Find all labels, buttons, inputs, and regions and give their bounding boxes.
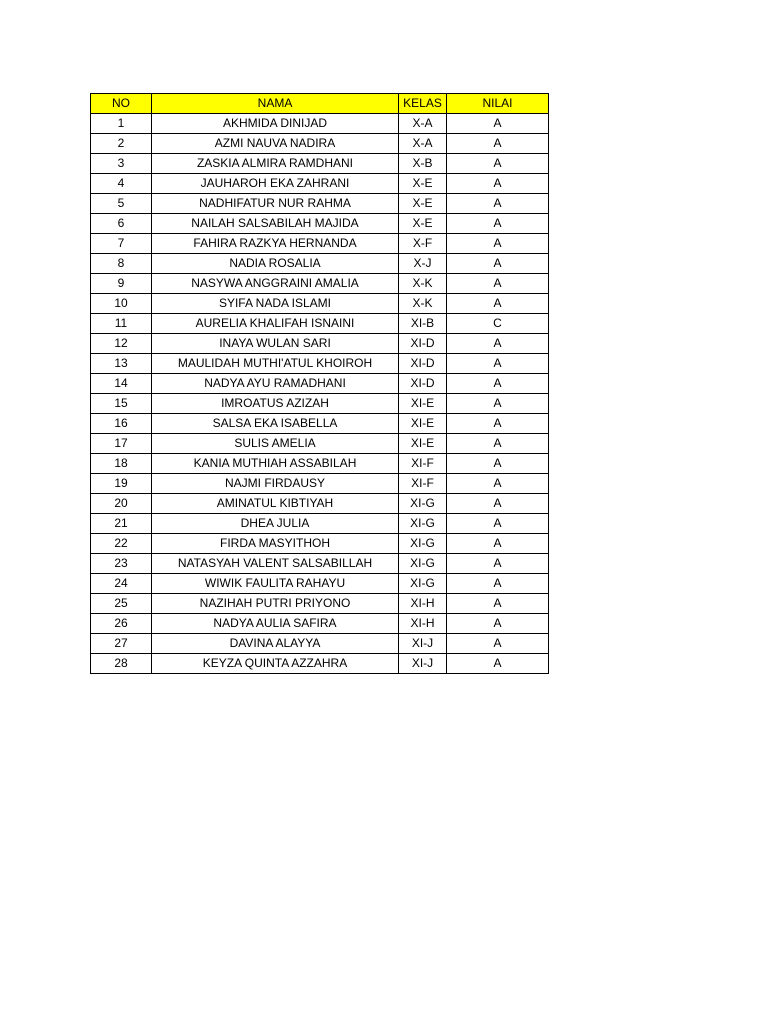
table-row	[91, 374, 549, 394]
cell-no: 6	[91, 214, 152, 234]
cell-nilai: A	[447, 134, 549, 154]
table-row	[91, 334, 549, 354]
table-row	[91, 354, 549, 374]
cell-nama: DHEA JULIA	[152, 514, 399, 534]
cell-nama: NAZIHAH PUTRI PRIYONO	[152, 594, 399, 614]
cell-nilai: A	[447, 634, 549, 654]
cell-no: 20	[91, 494, 152, 514]
header-no: NO	[91, 94, 152, 114]
cell-no: 16	[91, 414, 152, 434]
table-row	[91, 254, 549, 274]
table-row	[91, 114, 549, 134]
cell-nilai: A	[447, 494, 549, 514]
cell-nilai: A	[447, 154, 549, 174]
cell-kelas: XI-F	[399, 474, 447, 494]
cell-nama: AMINATUL KIBTIYAH	[152, 494, 399, 514]
cell-nilai: A	[447, 334, 549, 354]
header-nama: NAMA	[152, 94, 399, 114]
table-row	[91, 234, 549, 254]
table-row	[91, 194, 549, 214]
table-row	[91, 314, 549, 334]
cell-kelas: X-J	[399, 254, 447, 274]
cell-kelas: XI-D	[399, 334, 447, 354]
cell-no: 25	[91, 594, 152, 614]
table-row	[91, 554, 549, 574]
cell-nama: AURELIA KHALIFAH ISNAINI	[152, 314, 399, 334]
cell-no: 17	[91, 434, 152, 454]
header-row	[91, 94, 549, 114]
cell-no: 21	[91, 514, 152, 534]
cell-no: 9	[91, 274, 152, 294]
table-row	[91, 134, 549, 154]
cell-nama: SALSA EKA ISABELLA	[152, 414, 399, 434]
cell-nama: SULIS AMELIA	[152, 434, 399, 454]
cell-nama: NATASYAH VALENT SALSABILLAH	[152, 554, 399, 574]
cell-kelas: XI-F	[399, 454, 447, 474]
cell-nilai: A	[447, 654, 549, 674]
cell-nilai: A	[447, 554, 549, 574]
table-row	[91, 154, 549, 174]
cell-nilai: A	[447, 474, 549, 494]
cell-nilai: A	[447, 374, 549, 394]
cell-nilai: A	[447, 194, 549, 214]
cell-nilai: A	[447, 294, 549, 314]
cell-nama: FAHIRA RAZKYA HERNANDA	[152, 234, 399, 254]
table-row	[91, 394, 549, 414]
cell-nama: IMROATUS AZIZAH	[152, 394, 399, 414]
cell-kelas: X-A	[399, 134, 447, 154]
cell-no: 5	[91, 194, 152, 214]
cell-no: 8	[91, 254, 152, 274]
cell-nilai: A	[447, 114, 549, 134]
cell-nilai: A	[447, 254, 549, 274]
cell-nama: JAUHAROH EKA ZAHRANI	[152, 174, 399, 194]
cell-no: 1	[91, 114, 152, 134]
score-table	[90, 93, 549, 674]
cell-nama: KEYZA QUINTA AZZAHRA	[152, 654, 399, 674]
table-row	[91, 454, 549, 474]
cell-nilai: A	[447, 594, 549, 614]
cell-kelas: X-E	[399, 214, 447, 234]
table-header	[91, 94, 549, 114]
cell-no: 24	[91, 574, 152, 594]
cell-kelas: XI-J	[399, 634, 447, 654]
cell-kelas: X-E	[399, 194, 447, 214]
cell-nilai: A	[447, 394, 549, 414]
table-row	[91, 574, 549, 594]
cell-nama: NADIA ROSALIA	[152, 254, 399, 274]
table-row	[91, 654, 549, 674]
cell-nama: NADYA AULIA SAFIRA	[152, 614, 399, 634]
cell-nama: AZMI NAUVA NADIRA	[152, 134, 399, 154]
cell-no: 2	[91, 134, 152, 154]
cell-nilai: A	[447, 274, 549, 294]
table-row	[91, 434, 549, 454]
cell-nama: NADYA AYU RAMADHANI	[152, 374, 399, 394]
cell-kelas: XI-E	[399, 394, 447, 414]
cell-nilai: A	[447, 614, 549, 634]
cell-nilai: A	[447, 514, 549, 534]
cell-no: 13	[91, 354, 152, 374]
table-row	[91, 634, 549, 654]
table-body	[91, 114, 549, 674]
cell-no: 3	[91, 154, 152, 174]
cell-nama: NAILAH SALSABILAH MAJIDA	[152, 214, 399, 234]
header-kelas: KELAS	[399, 94, 447, 114]
table-row	[91, 294, 549, 314]
cell-nama: NASYWA ANGGRAINI AMALIA	[152, 274, 399, 294]
cell-kelas: X-B	[399, 154, 447, 174]
cell-nama: NAJMI FIRDAUSY	[152, 474, 399, 494]
cell-kelas: XI-G	[399, 534, 447, 554]
cell-kelas: XI-G	[399, 514, 447, 534]
cell-nama: SYIFA NADA ISLAMI	[152, 294, 399, 314]
cell-no: 27	[91, 634, 152, 654]
cell-no: 15	[91, 394, 152, 414]
table-row	[91, 514, 549, 534]
cell-no: 18	[91, 454, 152, 474]
table-row	[91, 214, 549, 234]
cell-no: 10	[91, 294, 152, 314]
cell-kelas: X-K	[399, 294, 447, 314]
cell-no: 4	[91, 174, 152, 194]
cell-nama: AKHMIDA DINIJAD	[152, 114, 399, 134]
cell-nilai: A	[447, 414, 549, 434]
cell-nama: INAYA WULAN SARI	[152, 334, 399, 354]
cell-nilai: A	[447, 214, 549, 234]
cell-nilai: A	[447, 454, 549, 474]
table-row	[91, 414, 549, 434]
cell-no: 22	[91, 534, 152, 554]
cell-nilai: C	[447, 314, 549, 334]
cell-kelas: XI-J	[399, 654, 447, 674]
cell-kelas: XI-G	[399, 494, 447, 514]
cell-kelas: XI-E	[399, 414, 447, 434]
cell-kelas: XI-D	[399, 374, 447, 394]
cell-kelas: XI-H	[399, 594, 447, 614]
cell-nama: WIWIK FAULITA RAHAYU	[152, 574, 399, 594]
table-row	[91, 274, 549, 294]
cell-no: 19	[91, 474, 152, 494]
cell-nama: MAULIDAH MUTHI'ATUL KHOIROH	[152, 354, 399, 374]
cell-kelas: XI-G	[399, 574, 447, 594]
cell-no: 28	[91, 654, 152, 674]
cell-no: 14	[91, 374, 152, 394]
table-row	[91, 174, 549, 194]
cell-no: 23	[91, 554, 152, 574]
table-row	[91, 614, 549, 634]
cell-kelas: X-F	[399, 234, 447, 254]
cell-nilai: A	[447, 234, 549, 254]
cell-kelas: XI-G	[399, 554, 447, 574]
cell-nilai: A	[447, 574, 549, 594]
cell-nilai: A	[447, 354, 549, 374]
cell-nama: KANIA MUTHIAH ASSABILAH	[152, 454, 399, 474]
cell-no: 7	[91, 234, 152, 254]
cell-kelas: XI-D	[399, 354, 447, 374]
cell-no: 11	[91, 314, 152, 334]
cell-nilai: A	[447, 534, 549, 554]
table-row	[91, 474, 549, 494]
cell-kelas: X-K	[399, 274, 447, 294]
cell-kelas: X-A	[399, 114, 447, 134]
cell-kelas: XI-H	[399, 614, 447, 634]
header-nilai: NILAI	[447, 94, 549, 114]
cell-nama: DAVINA ALAYYA	[152, 634, 399, 654]
cell-nama: FIRDA MASYITHOH	[152, 534, 399, 554]
cell-kelas: X-E	[399, 174, 447, 194]
table-row	[91, 594, 549, 614]
table-row	[91, 494, 549, 514]
cell-no: 12	[91, 334, 152, 354]
table-row	[91, 534, 549, 554]
cell-no: 26	[91, 614, 152, 634]
cell-nilai: A	[447, 434, 549, 454]
cell-nilai: A	[447, 174, 549, 194]
cell-kelas: XI-B	[399, 314, 447, 334]
cell-kelas: XI-E	[399, 434, 447, 454]
cell-nama: NADHIFATUR NUR RAHMA	[152, 194, 399, 214]
cell-nama: ZASKIA ALMIRA RAMDHANI	[152, 154, 399, 174]
